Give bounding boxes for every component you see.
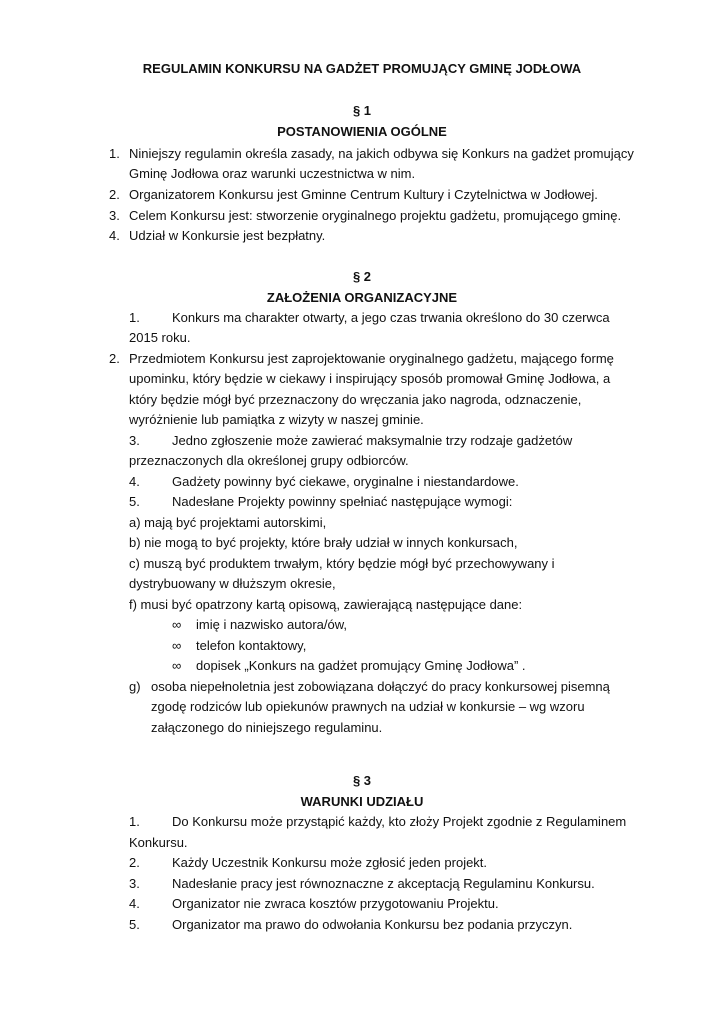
s3-item-3-number: 3. xyxy=(129,876,140,891)
s3-item-5-number: 5. xyxy=(129,917,140,932)
s3-item-2-line-1: Każdy Uczestnik Konkursu może zgłosić jeden projekt. xyxy=(172,855,488,870)
s2-sub-f: f) musi być opatrzony kartą opisową, zawierającą następujące dane: xyxy=(129,597,523,612)
s1-item-4-line-1: Udział w Konkursie jest bezpłatny. xyxy=(129,228,326,243)
infinity-bullet-icon: ∞ xyxy=(172,658,182,673)
s3-item-4-number: 4. xyxy=(129,896,140,911)
infinity-bullet-icon: ∞ xyxy=(172,638,182,653)
section-3-heading: WARUNKI UDZIAŁU xyxy=(300,794,424,809)
s2-f-item-2: telefon kontaktowy, xyxy=(196,638,307,653)
s2-sub-g-line-3: załączonego do niniejszego regulaminu. xyxy=(151,720,383,735)
section-2-heading: ZAŁOŻENIA ORGANIZACYJNE xyxy=(266,290,458,305)
s2-item-5-number: 5. xyxy=(129,494,140,509)
s1-item-3-number: 3. xyxy=(109,208,120,223)
s2-f-item-3: dopisek „Konkurs na gadżet promujący Gminę Jodłowa” . xyxy=(196,658,526,673)
s3-item-5-line-1: Organizator ma prawo do odwołania Konkursu bez podania przyczyn. xyxy=(172,917,573,932)
section-2-mark: § 2 xyxy=(352,269,372,284)
s2-item-4-number: 4. xyxy=(129,474,140,489)
s2-item-5-line-1: Nadesłane Projekty powinny spełniać następujące wymogi: xyxy=(172,494,513,509)
s1-item-1-line-2: Gminę Jodłowa oraz warunki uczestnictwa w nim. xyxy=(129,166,416,181)
s2-item-3-line-2: przeznaczonych dla określonej grupy odbiorców. xyxy=(129,453,409,468)
section-1-mark: § 1 xyxy=(352,103,372,118)
section-3-mark: § 3 xyxy=(352,773,372,788)
s2-item-3-number: 3. xyxy=(129,433,140,448)
document-title: REGULAMIN KONKURSU NA GADŻET PROMUJĄCY GMINĘ JODŁOWA xyxy=(142,61,582,76)
s2-sub-c-line-2: dystrybuowany w dłuższym okresie, xyxy=(129,576,336,591)
s2-item-3-line-1: Jedno zgłoszenie może zawierać maksymalnie trzy rodzaje gadżetów xyxy=(172,433,573,448)
s1-item-1-number: 1. xyxy=(109,146,120,161)
s2-sub-a: a) mają być projektami autorskimi, xyxy=(129,515,327,530)
s3-item-3-line-1: Nadesłanie pracy jest równoznaczne z akceptacją Regulaminu Konkursu. xyxy=(172,876,595,891)
s2-item-2-line-3: który będzie mógł być przeznaczony do wręczania jako nagroda, odznaczenie, xyxy=(129,392,582,407)
s2-item-2-line-4: wyróżnienie lub pamiątka z wizyty w naszej gminie. xyxy=(129,412,424,427)
s2-item-1-number: 1. xyxy=(129,310,140,325)
s1-item-4-number: 4. xyxy=(109,228,120,243)
s3-item-4-line-1: Organizator nie zwraca kosztów przygotowaniu Projektu. xyxy=(172,896,499,911)
s1-item-2-number: 2. xyxy=(109,187,120,202)
s3-item-1-line-2: Konkursu. xyxy=(129,835,188,850)
s3-item-1-number: 1. xyxy=(129,814,140,829)
s1-item-3-line-1: Celem Konkursu jest: stworzenie oryginalnego projektu gadżetu, promującego gminę. xyxy=(129,208,622,223)
infinity-bullet-icon: ∞ xyxy=(172,617,182,632)
s2-sub-g-line-1: osoba niepełnoletnia jest zobowiązana dołączyć do pracy konkursowej pisemną xyxy=(151,679,610,694)
s2-f-item-1: imię i nazwisko autora/ów, xyxy=(196,617,348,632)
s2-sub-b: b) nie mogą to być projekty, które brały udział w innych konkursach, xyxy=(129,535,518,550)
s2-sub-g-label: g) xyxy=(129,679,141,694)
s1-item-1-line-1: Niniejszy regulamin określa zasady, na jakich odbywa się Konkurs na gadżet promujący xyxy=(129,146,634,161)
s2-sub-g-line-2: zgodę rodziców lub opiekunów prawnych na udział w konkursie – wg wzoru xyxy=(151,699,585,714)
section-1-heading: POSTANOWIENIA OGÓLNE xyxy=(277,124,447,139)
s3-item-1-line-1: Do Konkursu może przystąpić każdy, kto złoży Projekt zgodnie z Regulaminem xyxy=(172,814,627,829)
s1-item-2-line-1: Organizatorem Konkursu jest Gminne Centrum Kultury i Czytelnictwa w Jodłowej. xyxy=(129,187,598,202)
s2-item-1-line-2: 2015 roku. xyxy=(129,330,191,345)
s2-item-2-number: 2. xyxy=(109,351,120,366)
s2-item-4-line-1: Gadżety powinny być ciekawe, oryginalne i niestandardowe. xyxy=(172,474,519,489)
s3-item-2-number: 2. xyxy=(129,855,140,870)
s2-item-1-line-1: Konkurs ma charakter otwarty, a jego czas trwania określono do 30 czerwca xyxy=(172,310,610,325)
s2-item-2-line-2: upominku, który będzie w ciekawy i inspirujący sposób promował Gminę Jodłowa, a xyxy=(129,371,611,386)
s2-sub-c-line-1: c) muszą być produktem trwałym, który będzie mógł być przechowywany i xyxy=(129,556,555,571)
s2-item-2-line-1: Przedmiotem Konkursu jest zaprojektowanie oryginalnego gadżetu, mającego formę xyxy=(129,351,614,366)
